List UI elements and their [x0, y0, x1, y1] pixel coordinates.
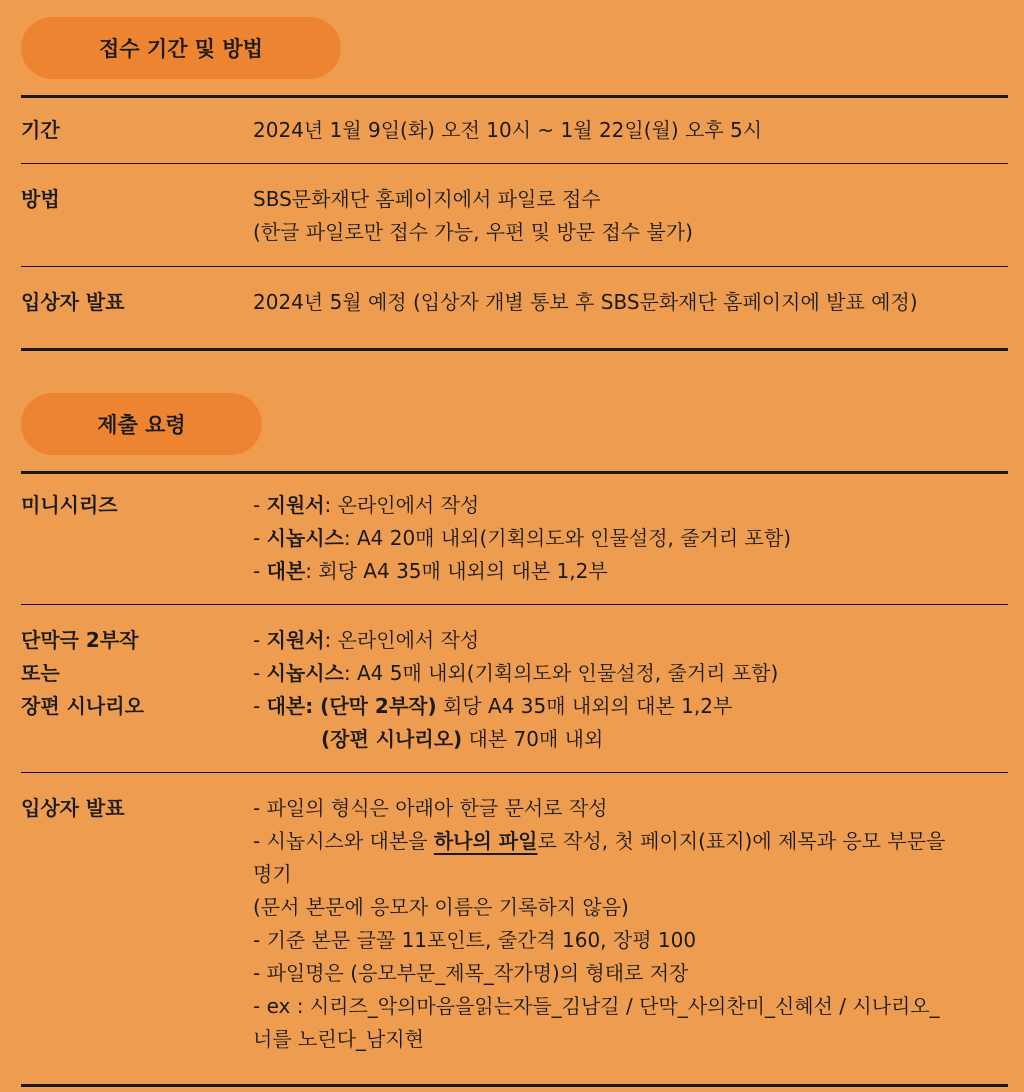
list-item: - 파일명은 (응모부문_제목_작가명)의 형태로 저장 — [253, 961, 689, 985]
section-title-pill — [21, 393, 262, 455]
divider — [21, 604, 1008, 605]
divider — [21, 266, 1008, 267]
row-label-single: 단막극 2부작 또는 장편 시나리오 — [21, 628, 144, 718]
list-item: 너를 노린다_남지현 — [253, 1027, 424, 1051]
highlight-text: 하나의 파일 — [433, 829, 538, 853]
divider — [21, 471, 1008, 474]
list-item: - 지원서: 온라인에서 작성 — [253, 628, 480, 652]
value-line: 2024년 5월 예정 (입상자 개별 통보 후 SBS문화재단 홈페이지에 발표 예정) — [253, 290, 918, 314]
divider — [21, 348, 1008, 351]
list-item: - ex : 시리즈_악의마음을읽는자들_김남길 / 단막_사의찬미_신혜선 / 시나리오_ — [253, 994, 940, 1018]
list-item: (문서 본문에 응모자 이름은 기록하지 않음) — [253, 895, 629, 919]
list-item: - 대본: (단막 2부작) 회당 A4 35매 내외의 대본 1,2부 — [253, 694, 733, 718]
row-value-miniseries — [253, 489, 1003, 588]
row-label-period: 기간 — [21, 118, 60, 142]
row-value-announcement — [253, 286, 1003, 319]
row-value-single — [253, 624, 1003, 756]
divider — [21, 163, 1008, 164]
value-line: SBS문화재단 홈페이지에서 파일로 접수 — [253, 187, 601, 211]
value-line: 2024년 1월 9일(화) 오전 10시 ~ 1월 22일(월) 오후 5시 — [253, 118, 763, 142]
list-item: - 시놉시스와 대본을 하나의 파일로 작성, 첫 페이지(표지)에 제목과 응모 부문을 — [253, 829, 946, 853]
list-item: - 시놉시스: A4 5매 내외(기획의도와 인물설정, 줄거리 포함) — [253, 661, 779, 685]
value-line: (한글 파일로만 접수 가능, 우편 및 방문 접수 불가) — [253, 220, 693, 244]
divider — [21, 1084, 1008, 1087]
row-label-format: 입상자 발표 — [21, 796, 125, 820]
row-label-announcement: 입상자 발표 — [21, 290, 125, 314]
list-item: - 기준 본문 글꼴 11포인트, 줄간격 160, 장평 100 — [253, 928, 697, 952]
row-value-method — [253, 183, 1003, 249]
row-label-method: 방법 — [21, 187, 60, 211]
list-item: (장편 시나리오) 대본 70매 내외 — [321, 727, 604, 751]
list-item: 명기 — [253, 862, 292, 886]
row-value-period — [253, 114, 1003, 147]
section-title: 접수 기간 및 방법 — [99, 37, 263, 61]
list-item: - 파일의 형식은 아래아 한글 문서로 작성 — [253, 796, 608, 820]
section-title: 제출 요령 — [97, 413, 186, 437]
list-item: - 시놉시스: A4 20매 내외(기획의도와 인물설정, 줄거리 포함) — [253, 526, 792, 550]
row-label-miniseries: 미니시리즈 — [21, 493, 118, 517]
section-title-pill — [21, 17, 341, 79]
list-item: - 지원서: 온라인에서 작성 — [253, 493, 480, 517]
divider — [21, 95, 1008, 98]
row-value-format — [253, 792, 1003, 1056]
list-item: - 대본: 회당 A4 35매 내외의 대본 1,2부 — [253, 559, 608, 583]
divider — [21, 772, 1008, 773]
